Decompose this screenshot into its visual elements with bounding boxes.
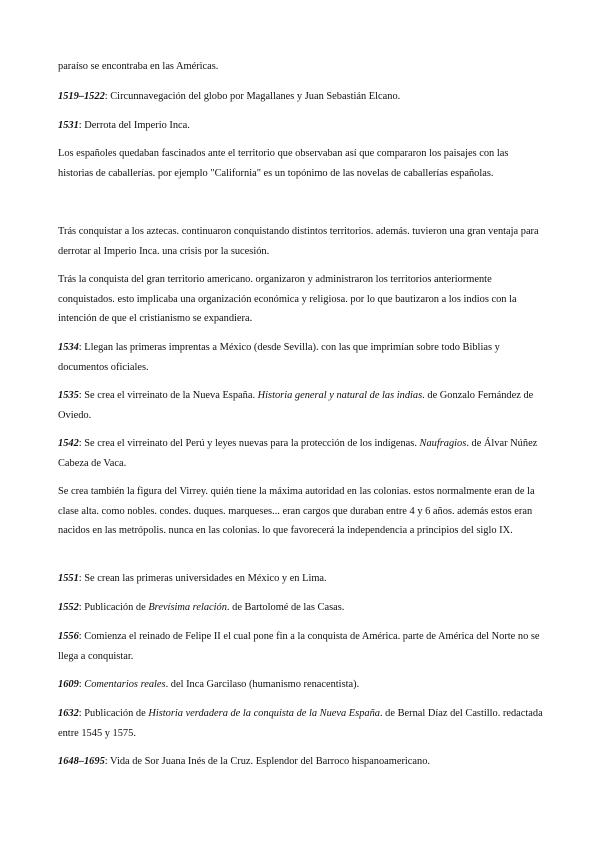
book-title: Comentarios reales (84, 679, 166, 690)
book-title: Naufragios (419, 438, 467, 449)
paragraph-1632: 1632: Publicación de Historia verdadera de la conquista de la Nueva España. de Bernal Díaz del Castillo. redactada entre 1545 y 1575. (58, 708, 543, 739)
year-label: 1552 (58, 602, 79, 613)
paragraph-1531: 1531: Derrota del Imperio Inca. (58, 120, 190, 131)
year-label: 1551 (58, 573, 79, 584)
paragraph-virrey: Se crea también la figura del Virrey. quién tiene la máxima autoridad en las colonias. estos normalmente eran de la clase alta. como nobles. condes. duques. marqueses... eran cargos que duraban entre 4 y 6 años. además estos eran nacidos en las metrópolis. nunca en las colonias. lo que favorecerá la independencia a principios del siglo IX. (58, 486, 535, 536)
paragraph-1535: 1535: Se crea el virreinato de la Nueva España. Historia general y natural de las indias. de Gonzalo Fernández de Oviedo. (58, 390, 534, 421)
paragraph-1609: 1609: Comentarios reales. del Inca Garcilaso (humanismo renacentista). (58, 679, 360, 690)
year-label: 1542 (58, 438, 79, 449)
paragraph-1519: 1519–1522: Circunnavegación del globo por Magallanes y Juan Sebastián Elcano. (58, 91, 401, 102)
paragraph-administracion: Trás la conquista del gran territorio americano. organizaron y administraron los territorios anteriormente conquistados. esto implicaba una organización económica y religiosa. por lo que bautizaron a los indios con la intención de que el cristianismo se expandiera. (58, 274, 517, 324)
year-label: 1534 (58, 342, 79, 353)
paragraph-1648: 1648–1695: Vida de Sor Juana Inés de la Cruz. Esplendor del Barroco hispanoamericano. (58, 756, 430, 767)
book-title: Historia general y natural de las indias (257, 390, 423, 401)
book-title: Brevísima relación (148, 602, 227, 613)
paragraph-espanoles: Los españoles quedaban fascinados ante el territorio que observaban así que compararon los paisajes con las historias de caballerías. por ejemplo "California" es un topónimo de las novelas de caballerías españolas. (58, 148, 509, 179)
year-label: 1531 (58, 120, 79, 131)
year-label: 1519–1522 (58, 91, 105, 102)
paragraph-1556: 1556: Comienza el reinado de Felipe II el cual pone fin a la conquista de América. parte de América del Norte no se llega a conquistar. (58, 631, 540, 662)
paragraph-1534: 1534: Llegan las primeras imprentas a México (desde Sevilla). con las que imprimían sobre todo Biblias y documentos oficiales. (58, 342, 500, 373)
paragraph-1552: 1552: Publicación de Brevísima relación. de Bartolomé de las Casas. (58, 602, 345, 613)
paragraph-1542: 1542: Se crea el virreinato del Perú y leyes nuevas para la protección de los indígenas. Naufragios. de Álvar Núñez Cabeza de Vaca. (58, 438, 538, 469)
paragraph-1551: 1551: Se crean las primeras universidades en México y en Lima. (58, 573, 327, 584)
year-label: 1648–1695 (58, 756, 105, 767)
year-label: 1609 (58, 679, 79, 690)
paragraph-aztecas: Trás conquistar a los aztecas. continuaron conquistando distintos territorios. además. tuvieron una gran ventaja para derrotar al Imperio Inca. una crisis por la sucesión. (58, 226, 539, 257)
paragraph-intro-continuation: paraíso se encontraba en las Américas. (58, 61, 219, 72)
year-label: 1632 (58, 708, 79, 719)
book-title: Historia verdadera de la conquista de la Nueva España (148, 708, 380, 719)
year-label: 1556 (58, 631, 79, 642)
year-label: 1535 (58, 390, 79, 401)
